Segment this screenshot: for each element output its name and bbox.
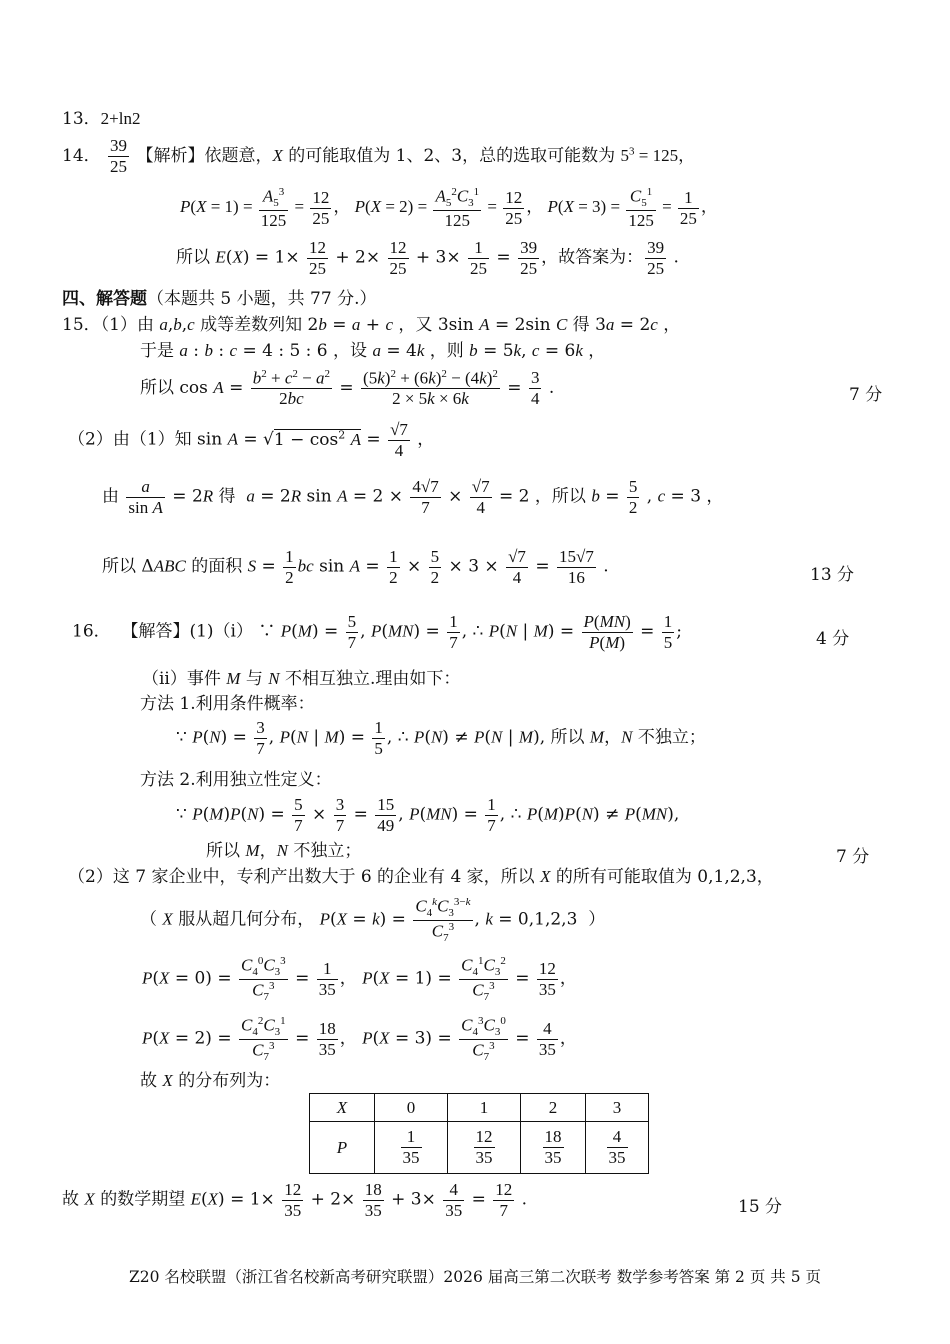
page-footer: Z20 名校联盟（浙江省名校新高考研究联盟）2026 届高三第二次联考 数学参考答案 第 2 页 共 5 页 xyxy=(128,1268,821,1286)
q15-score-2: 13 分 xyxy=(810,565,855,585)
section-note: （本题共 5 小题，共 77 分.） xyxy=(147,289,377,309)
table-header-cell: 1 xyxy=(448,1094,521,1122)
q16-line9: （ X 服从超几何分布， P(X = k) = $\frac{C_4^kC_3^{3-k}}{C_7^3}$ , k = 0,1,2,3 ） xyxy=(140,896,606,944)
q14-answer-fraction: $\frac{39}{25}$ xyxy=(110,136,128,176)
table-cell: $\frac{4}{35}$ xyxy=(586,1122,649,1174)
q16-line3: 方法 1.利用条件概率： xyxy=(140,694,315,714)
q16-line7: 所以 M，N 不独立； xyxy=(206,841,362,861)
q13-number: 13． xyxy=(62,109,101,129)
q15-line1: 15．（1）由 a,b,c 成等差数列知 2b = a + c ，又 3sin A = 2sin C 得 3a = 2c ， xyxy=(62,315,681,335)
q16-line11: P(X = 2) = $\frac{C_4^2C_3^1}{C_7^3}$ = $\frac{18}{35}$ ， P(X = 3) = $\frac{C_4^3C_3^0}{C_7^3}$ = $\frac{4}{35}$ ， xyxy=(142,1015,577,1063)
q13-line xyxy=(62,110,140,128)
section-heading xyxy=(62,291,376,308)
table-cell: $\frac{12}{35}$ xyxy=(448,1122,521,1174)
q16-line4: ∵ P(N) = $\frac{3}{7}$ , P(N | M) = $\frac{1}{5}$ , ∴ P(N) ≠ P(N | M), 所以 M，N 不独立； xyxy=(176,718,706,758)
q16-score-3: 15 分 xyxy=(738,1197,783,1217)
q16-line2: （ii）事件 M 与 N 不相互独立.理由如下： xyxy=(142,669,461,689)
table-header-cell: 0 xyxy=(375,1094,448,1122)
table-header-cell: 3 xyxy=(586,1094,649,1122)
q16-line13: 故 X 的数学期望 E(X) = 1× $\frac{12}{35}$ + 2× $\frac{18}{35}$ + 3× $\frac{4}{35}$ = $\frac{12}{7}$ . xyxy=(62,1180,528,1220)
q14-number: 14． xyxy=(62,145,101,166)
q14-probabilities: P(X = 1) = $\frac{A_5^3}{125}$ = $\frac{12}{25}$ ， P(X = 2) = $\frac{A_5^2C_3^1}{125}$ = $\frac{12}{25}$ ， P(X = 3) = $\frac{C_5^1}{125}$ = $\frac{1}{25}$ ， xyxy=(180,186,718,230)
q14-line xyxy=(62,136,695,176)
q15-line4: （2）由（1）知 $\sin A = √1 - \cos^2 A$ = $\frac{√7}{4}$ ， xyxy=(68,420,435,460)
q16-line8: （2）这 7 家企业中，专利产出数大于 6 的企业有 4 家，所以 X 的所有可能取值为 0,1,2,3， xyxy=(68,867,774,887)
q16-score-1: 4 分 xyxy=(816,629,850,649)
q14-intro: 【解析】依题意，X 的可能取值为 1、2、3，总的选取可能数为 $5^3 = 125$， xyxy=(136,145,696,167)
table-row xyxy=(310,1094,649,1122)
q15-line3: 所以 cos A = $\frac{b^2 + c^2 - a^2}{2bc}$ = $\frac{(5k)^2 + (6k)^2 - (4k)^2}{2 \times 5k \times 6k}$ = $\frac{3}{4}$ . xyxy=(140,368,555,409)
q16-line6: ∵ P(M)P(N) = $\frac{5}{7}$ × $\frac{3}{7}$ = $\frac{15}{49}$ , P(MN) = $\frac{1}{7}$ , ∴ P(M)P(N) ≠ P(MN), xyxy=(176,795,680,835)
q16-score-2: 7 分 xyxy=(836,847,870,867)
table-header-cell: 2 xyxy=(521,1094,586,1122)
table-label-p: P xyxy=(310,1122,375,1174)
section-title: 四、解答题 xyxy=(62,289,147,309)
q15-line2: 于是 a : b : c = 4 : 5 : 6 ，设 a = 4k ，则 b = 5k, c = 6k ， xyxy=(140,341,606,361)
q16-line12: 故 X 的分布列为： xyxy=(140,1071,281,1091)
q16-line10: P(X = 0) = $\frac{C_4^0C_3^3}{C_7^3}$ = $\frac{1}{35}$ ， P(X = 1) = $\frac{C_4^1C_3^2}{C_7^3}$ = $\frac{12}{35}$ ， xyxy=(142,955,577,1003)
q15-line6: 所以 ΔABC 的面积 S = $\frac{1}{2}$ bc sin A = $\frac{1}{2}$ × $\frac{5}{2}$ × 3 × $\frac{√7}{4}$ = $\frac{15√7}{16}$ . xyxy=(102,547,609,587)
table-cell: $\frac{18}{35}$ xyxy=(521,1122,586,1174)
q15-line5: 由 $\frac{a}{\text{sin A}}$ = 2R 得 a = 2R sin A = 2 × $\frac{4√7}{7}$ × $\frac{√7}{4}$ = 2 ，所以 b = $\frac{5}{2}$ , c = 3 ， xyxy=(102,477,724,517)
q13-answer: 2+ln2 xyxy=(100,109,141,128)
q16-line5: 方法 2.利用独立性定义： xyxy=(140,770,332,790)
table-header-x: X xyxy=(310,1094,375,1122)
q16-line1: 16． 【解答】(1)（i） ∵ P(M) = $\frac{5}{7}$ , P(MN) = $\frac{1}{7}$ , ∴ P(N | M) = $\frac{P(MN)}{P(M)}$ = $\frac{1}{5}$ ; xyxy=(72,612,683,652)
q15-score-1: 7 分 xyxy=(849,385,883,405)
q14-expectation: 所以 E(X) = 1× $\frac{12}{25}$ + 2× $\frac{12}{25}$ + 3× $\frac{1}{25}$ = $\frac{39}{25}$ ，故答案为： $\frac{39}{25}$ . xyxy=(176,238,679,278)
distribution-table xyxy=(309,1093,649,1174)
table-row xyxy=(310,1122,649,1174)
table-cell: $\frac{1}{35}$ xyxy=(375,1122,448,1174)
